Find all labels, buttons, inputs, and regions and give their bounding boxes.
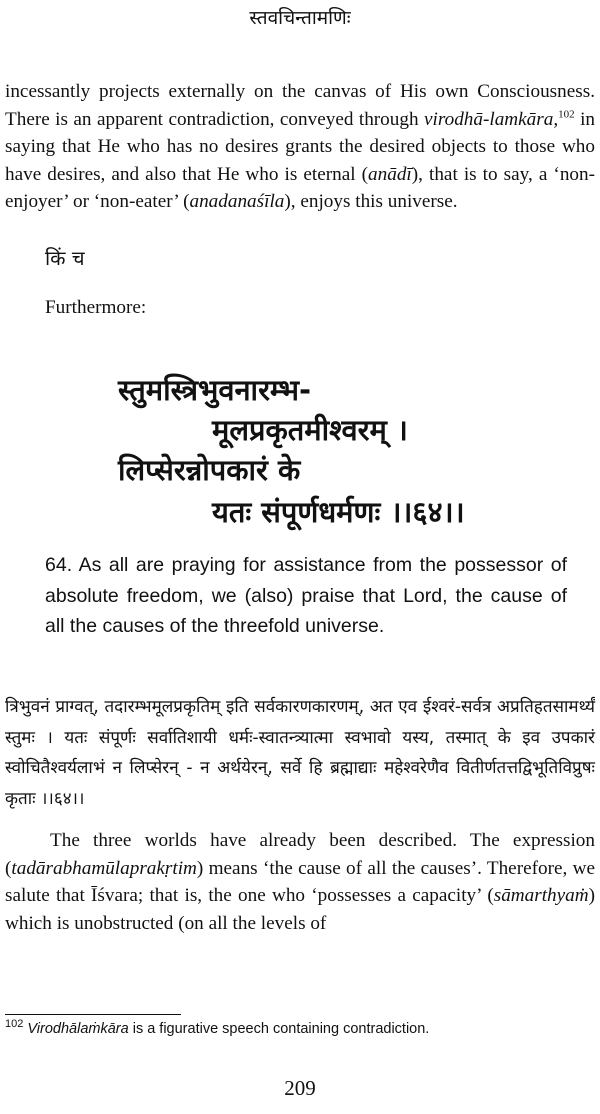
p2-text-3: ) which is unobstructed (on all the levels of (5, 885, 595, 934)
footnote-term: Virodhālaṁkāra (27, 1021, 129, 1037)
footnote-ref[interactable]: 102 (558, 108, 575, 121)
p1-text-4: ), enjoys this universe. (284, 191, 458, 212)
p1-term-virodhalamkara: virodhā-lamkāra, (424, 108, 559, 130)
verse-line-3: लिप्सेरन्नोपकारं के (118, 453, 301, 487)
p1-term-anadanasila: anadanaśīla (189, 191, 285, 212)
sanskrit-kinca: किं च (45, 246, 85, 270)
verse-translation: 64. As all are praying for assistance from the possessor of absolute freedom, we (also) praise that Lord, the cause of all the causes of the threefold universe. (45, 554, 567, 637)
p1-term-anadi: anādī (368, 163, 412, 185)
p1-text-3: ), that is to say, a ‘non-enjoyer’ or ‘non-eater’ ( (5, 163, 595, 212)
p1-text-1: incessantly projects externally on the canvas of His own Consciousness. There is an apparent contradiction, conveyed through (5, 81, 595, 130)
footnote-number: 102 (5, 1018, 24, 1031)
p2-text-2: ) means ‘the cause of all the causes’. Therefore, we salute that Īśvara; that is, the one who ‘possesses a capacity’ ( (5, 857, 595, 906)
footnote-text: is a figurative speech containing contradiction. (128, 1021, 430, 1037)
verse-line-2: मूलप्रकृतमीश्वरम् । (212, 413, 408, 447)
verse-line-1: स्तुमस्त्रिभुवनारम्भ- (118, 373, 312, 407)
running-header: स्तवचिन्तामणिः (249, 7, 351, 29)
furthermore-label: Furthermore: (45, 297, 147, 318)
page-number: 209 (284, 1076, 316, 1100)
sanskrit-commentary: त्रिभुवनं प्राग्वत्, तदारम्भमूलप्रकृतिम् इति सर्वकारणकारणम्, अत एव ईश्वरं-सर्वत्र अप्रतिहतसामर्थ्यं स्तुमः । यतः संपूर्णः सर्वातिशायी धर्मः-स्वातन्त्र्यात्मा स्वभावो यस्य, तस्मात् के इव उपकारं स्वोचितैश्वर्यलाभं न लिप्सेरन् - न अर्थयेरन्, सर्वे हि ब्रह्माद्याः महेश्वरेणैव वितीर्णतत्तद्विभूतिविप्रुषः कृताः ।।६४।। (5, 697, 595, 809)
footnote-divider (5, 1014, 181, 1015)
p2-text-1: The three worlds have already been described. The expression ( (5, 830, 595, 879)
paragraph-continuation (5, 78, 595, 216)
p1-text-2: in saying that He who has no desires grants the desired objects to those who have desires, and also that He who is eternal ( (5, 108, 595, 185)
p2-term-samarthyam: sāmarthyaṁ (493, 885, 589, 906)
p2-term-tadarambha: tadārabhamūlaprakṛtim (11, 857, 197, 879)
paragraph-explanation (5, 827, 595, 937)
footnote (5, 1020, 595, 1038)
verse-line-4: यतः संपूर्णधर्मणः ।।६४।। (212, 495, 465, 529)
